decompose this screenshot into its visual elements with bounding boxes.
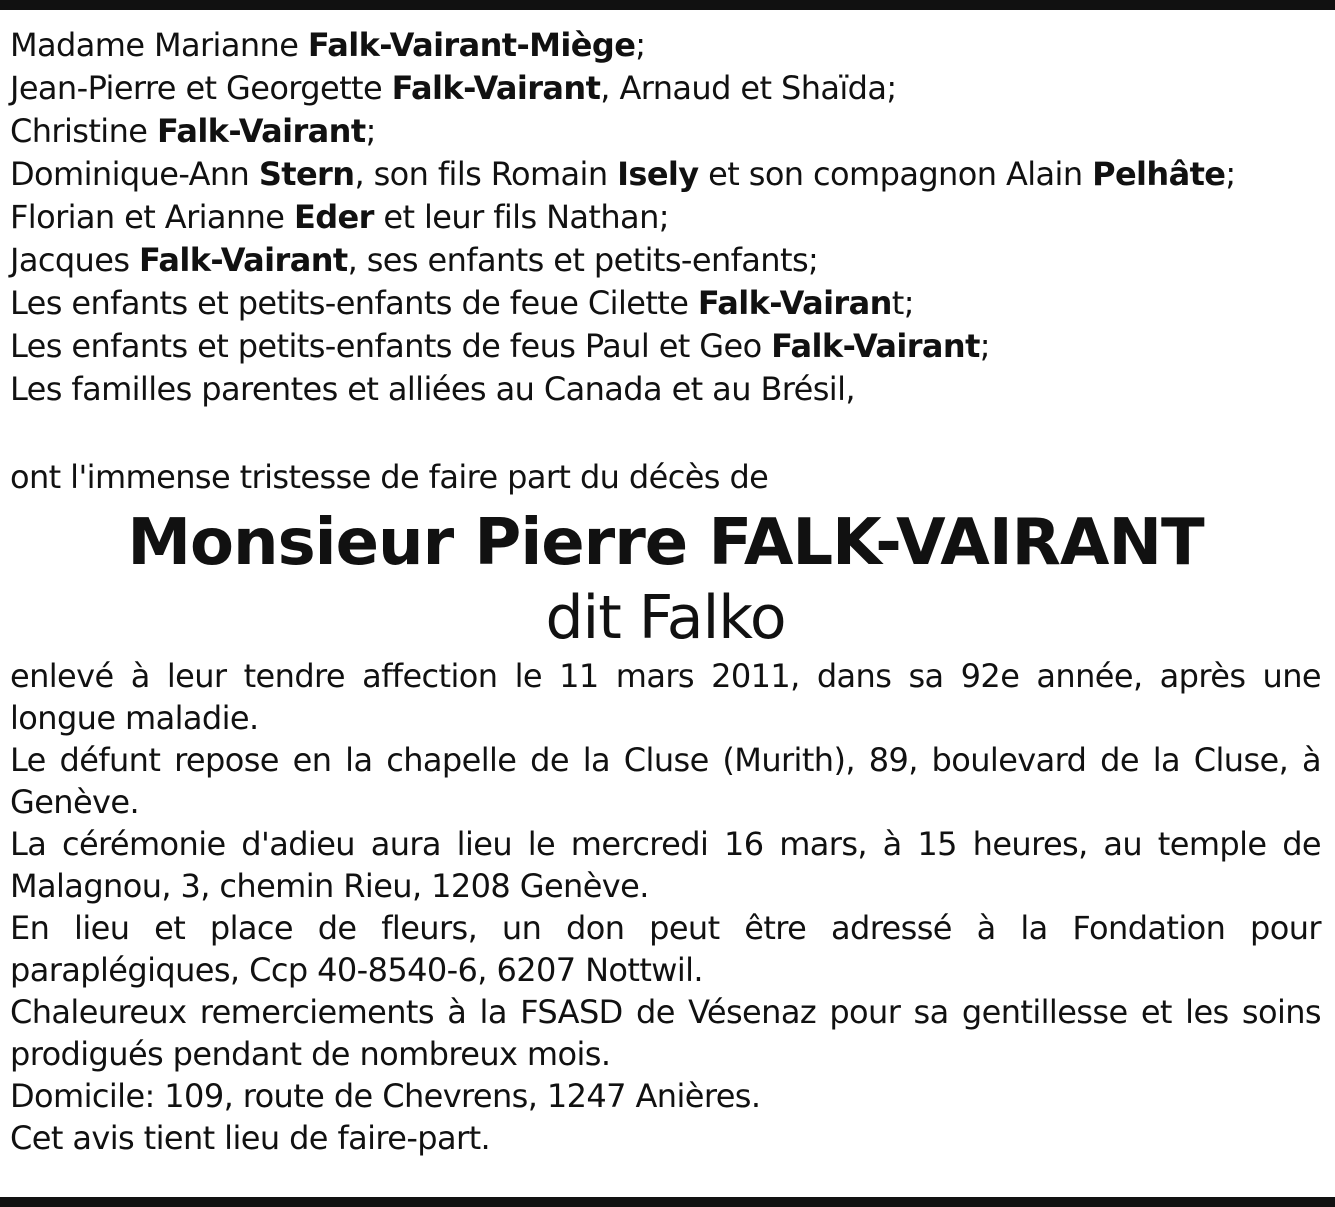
obituary-notice (10, 24, 1321, 1159)
family-line (10, 282, 1321, 325)
family-line (10, 239, 1321, 282)
family-text: Florian et Arianne (10, 198, 294, 236)
family-line (10, 67, 1321, 110)
detail-paragraph: La cérémonie d'adieu aura lieu le mercredi 16 mars, à 15 heures, au temple de Malagnou, 3, chemin Rieu, 1208 Genève. (10, 825, 1321, 905)
family-text: et leur fils Nathan; (373, 198, 669, 236)
family-text: Jean-Pierre et Georgette (10, 69, 392, 107)
family-text: et son compagnon Alain (698, 155, 1093, 193)
family-text: Les enfants et petits-enfants de feue Cilette (10, 284, 698, 322)
family-text: Madame Marianne (10, 26, 308, 64)
family-text: , son fils Romain (354, 155, 618, 193)
family-surname: Falk-Vairant (391, 69, 601, 107)
family-surname: Falk-Vairan (697, 284, 892, 322)
detail-paragraph: Domicile: 109, route de Chevrens, 1247 Anières. (10, 1077, 761, 1115)
detail-paragraph: Chaleureux remerciements à la FSASD de Vésenaz pour sa gentillesse et les soins prodigués pendant de nombreux mois. (10, 993, 1321, 1073)
family-text: ; (979, 327, 990, 365)
announcement-intro: ont l'immense tristesse de faire part du décès de (10, 458, 769, 496)
top-border-rule (0, 0, 1335, 10)
family-surname: Pelhâte (1092, 155, 1226, 193)
family-surname: Eder (293, 198, 374, 236)
family-surname: Falk-Vairant-Miège (307, 26, 636, 64)
family-surname: Falk-Vairant (138, 241, 348, 279)
family-text: ; (635, 26, 646, 64)
family-text: , ses enfants et petits-enfants; (347, 241, 819, 279)
family-text: Christine (10, 112, 157, 150)
blank-spacer (10, 411, 1321, 456)
bottom-border-rule (0, 1197, 1335, 1207)
family-text: Les familles parentes et alliées au Canada et au Brésil, (10, 370, 855, 408)
family-line (10, 325, 1321, 368)
family-line (10, 196, 1321, 239)
family-surname: Stern (258, 155, 355, 193)
family-line (10, 153, 1321, 196)
detail-paragraph: enlevé à leur tendre affection le 11 mars 2011, dans sa 92e année, après une longue maladie. (10, 657, 1321, 737)
family-text: Dominique-Ann (10, 155, 259, 193)
family-line (10, 110, 1321, 153)
family-list (10, 24, 1321, 411)
deceased-name: Monsieur Pierre FALK-VAIRANT (127, 506, 1204, 580)
detail-paragraph: En lieu et place de fleurs, un don peut être adressé à la Fondation pour paraplégiques, Ccp 40-8540-6, 6207 Nottwil. (10, 909, 1321, 989)
family-text: Jacques (10, 241, 139, 279)
family-surname: Falk-Vairant (771, 327, 980, 365)
family-text: ; (1225, 155, 1236, 193)
family-line (10, 368, 1321, 411)
family-text: Les enfants et petits-enfants de feus Paul et Geo (10, 327, 772, 365)
family-surname: Isely (617, 155, 699, 193)
details-section (10, 655, 1321, 1159)
family-line (10, 24, 1321, 67)
family-text: ; (365, 112, 376, 150)
detail-paragraph: Le défunt repose en la chapelle de la Cluse (Murith), 89, boulevard de la Cluse, à Genève. (10, 741, 1321, 821)
detail-paragraph: Cet avis tient lieu de faire-part. (10, 1119, 491, 1157)
family-surname: Falk-Vairant (156, 112, 366, 150)
family-text: t; (891, 284, 914, 322)
deceased-nickname: dit Falko (545, 583, 786, 653)
family-text: , Arnaud et Shaïda; (600, 69, 897, 107)
